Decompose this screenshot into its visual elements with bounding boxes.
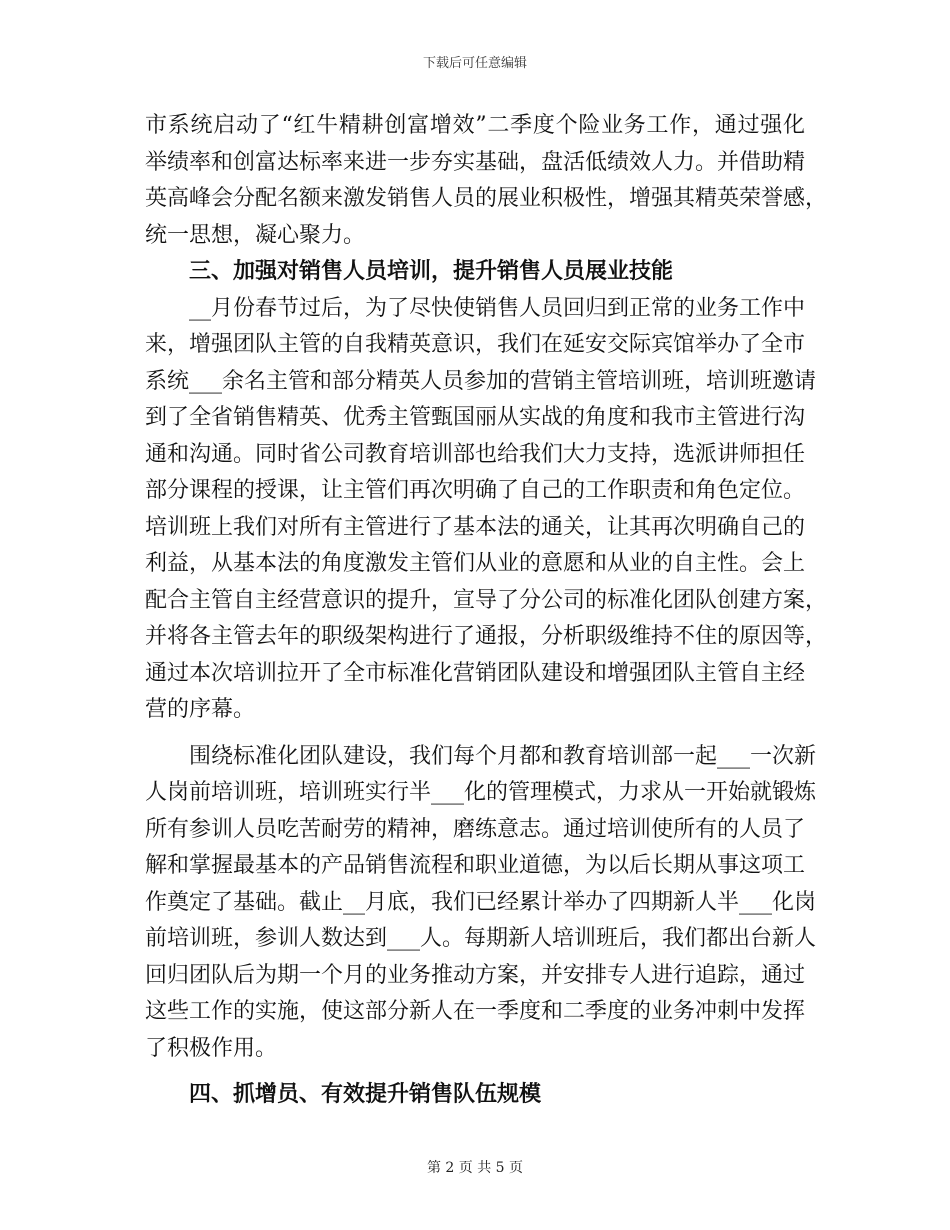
paragraph-spacer bbox=[145, 729, 805, 739]
document-body bbox=[145, 108, 828, 1114]
section-heading-4: 四、抓增员、有效提升销售队伍规模 bbox=[189, 1082, 542, 1107]
text-line: 市系统启动了“红牛精耕创富增效”二季度个险业务工作，通过强化 bbox=[145, 113, 805, 138]
text-line: 营的序幕。 bbox=[145, 697, 256, 722]
text-line: 这些工作的实施，使这部分新人在一季度和二季度的业务冲刺中发挥 bbox=[145, 999, 806, 1024]
text-line: 回归团队后为期一个月的业务推动方案，并安排专人进行追踪，通过 bbox=[145, 962, 806, 988]
text-line: 举绩率和创富达标率来进一步夯实基础，盘活低绩效人力。并借助精 bbox=[145, 149, 806, 175]
paragraph-continuation bbox=[145, 108, 828, 254]
text-line: 到了全省销售精英、优秀主管甄国丽从实战的角度和我市主管进行沟 bbox=[145, 405, 806, 430]
text-line: 围绕标准化团队建设，我们每个月都和教育培训部一起___一次新 bbox=[189, 743, 817, 769]
text-line: 作奠定了基础。截止__月底，我们已经累计举办了四期新人半___化岗 bbox=[145, 889, 817, 915]
text-line: 了积极作用。 bbox=[145, 1035, 278, 1061]
text-line: 所有参训人员吃苦耐劳的精神，磨练意志。通过培训使所有的人员了 bbox=[145, 816, 806, 842]
text-line: 培训班上我们对所有主管进行了基本法的通关，让其再次明确自己的 bbox=[145, 514, 806, 540]
page-number: 第 2 页 共 5 页 bbox=[426, 1160, 524, 1176]
text-line: 部分课程的授课，让主管们再次明确了自己的工作职责和角色定位。 bbox=[145, 478, 806, 503]
text-line: 英高峰会分配名额来激发销售人员的展业积极性，增强其精英荣誉感， bbox=[145, 186, 828, 211]
text-line: 配合主管自主经营意识的提升，宣导了分公司的标准化团队创建方案， bbox=[145, 587, 828, 613]
text-line: 统一思想，凝心聚力。 bbox=[145, 222, 366, 248]
text-line: 通过本次培训拉开了全市标准化营销团队建设和增强团队主管自主经 bbox=[145, 660, 806, 686]
paragraph-training-supervisors bbox=[145, 291, 828, 729]
text-line: 来，增强团队主管的自我精英意识，我们在延安交际宾馆举办了全市 bbox=[145, 332, 806, 357]
text-line: 通和沟通。同时省公司教育培训部也给我们大力支持，选派讲师担任 bbox=[145, 441, 806, 467]
text-line: 解和掌握最基本的产品销售流程和职业道德，为以后长期从事这项工 bbox=[145, 853, 806, 878]
section-heading-3: 三、加强对销售人员培训，提升销售人员展业技能 bbox=[189, 259, 674, 284]
text-line: 前培训班，参训人数达到___人。每期新人培训班后，我们都出台新人 bbox=[145, 926, 817, 951]
text-line: 人岗前培训班，培训班实行半___化的管理模式，力求从一开始就锻炼 bbox=[145, 780, 817, 805]
header-note: 下载后可任意编辑 bbox=[422, 56, 527, 71]
text-line: __月份春节过后，为了尽快使销售人员回归到正常的业务工作中 bbox=[189, 295, 806, 321]
paragraph-spacer bbox=[145, 1067, 805, 1077]
text-line: 系统___余名主管和部分精英人员参加的营销主管培训班，培训班邀请 bbox=[145, 368, 817, 394]
text-line: 利益，从基本法的角度激发主管们从业的意愿和从业的自主性。会上 bbox=[145, 551, 806, 576]
paragraph-new-hire-training bbox=[145, 739, 817, 1068]
text-line: 并将各主管去年的职级架构进行了通报，分析职级维持不住的原因等， bbox=[145, 624, 828, 649]
